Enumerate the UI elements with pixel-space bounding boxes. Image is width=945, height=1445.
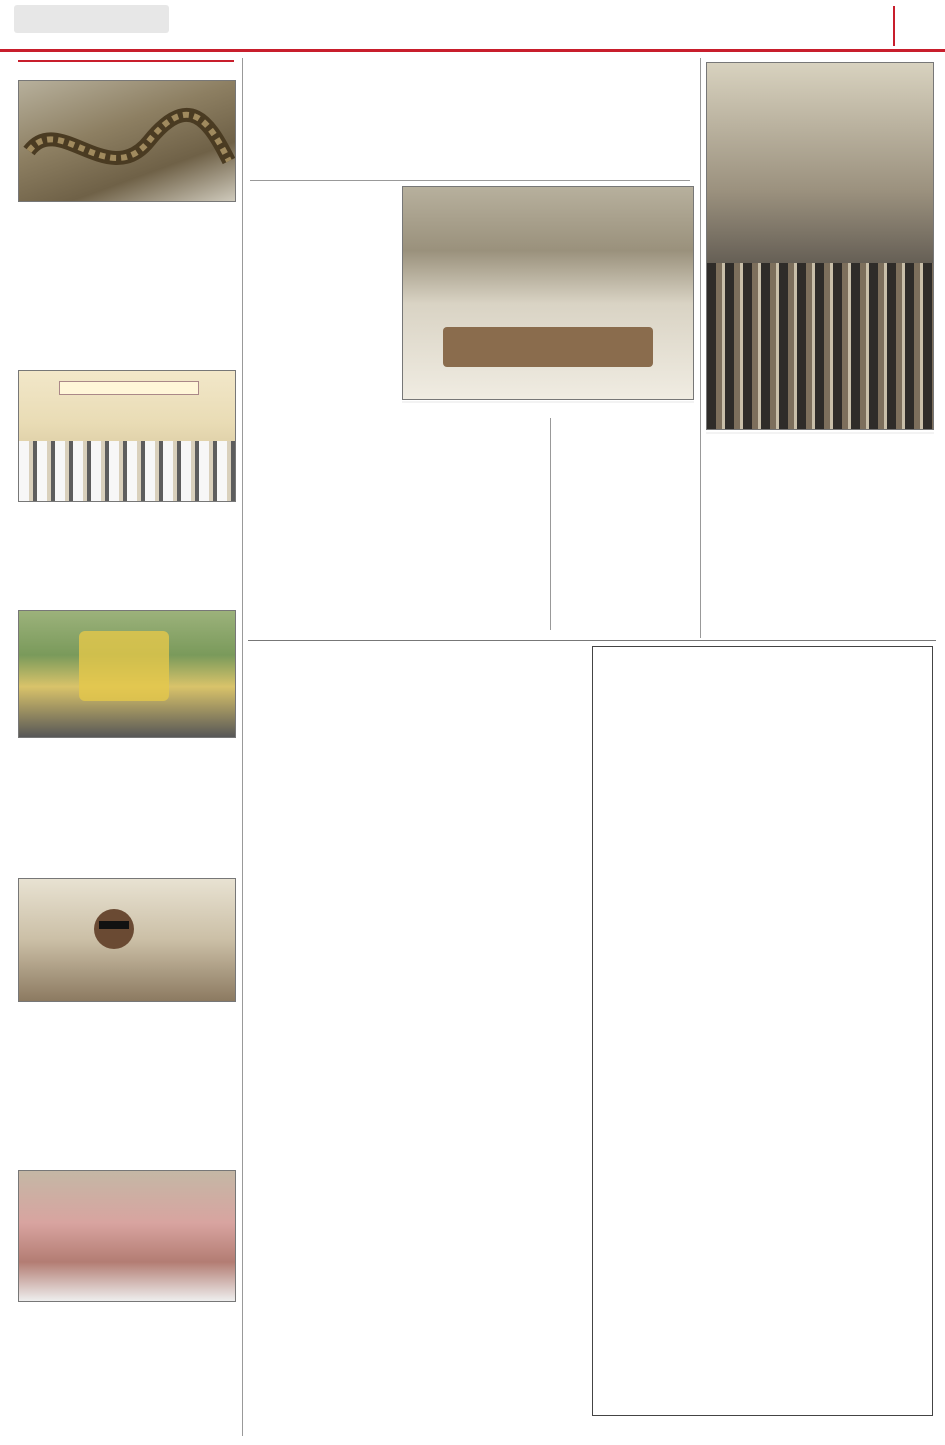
section-divider (248, 640, 936, 641)
community-hall-headline (18, 333, 236, 367)
road-byline (706, 520, 934, 530)
student-face-shape (94, 909, 134, 949)
crowd-shape (707, 263, 934, 430)
demand-notice (592, 646, 933, 1416)
python-body (18, 224, 236, 330)
column-rule (550, 418, 551, 630)
community-hall-body (18, 505, 236, 569)
python-illustration (19, 81, 236, 202)
hall-sign (59, 381, 199, 395)
side-story-2-headline (555, 418, 695, 452)
brand-logo (14, 5, 169, 33)
crowd-shape (19, 441, 236, 502)
music-evening-photo (18, 1170, 236, 1302)
lead-photo-caption (402, 401, 694, 403)
side-story-1-headline (404, 418, 546, 452)
bsf-photo (18, 610, 236, 738)
bsf-body (18, 741, 236, 854)
lead-rule (250, 180, 690, 181)
road-photo-caption (706, 432, 934, 434)
meeting-table-shape (443, 327, 653, 367)
sunglasses-shape (99, 921, 129, 929)
blind-student-photo (18, 878, 236, 1002)
masthead (0, 0, 945, 52)
lead-headline (250, 62, 695, 156)
community-hall-photo (18, 370, 236, 502)
page-number (893, 6, 939, 46)
lead-subhead (250, 162, 695, 178)
lead-body (250, 212, 396, 630)
road-headline (706, 457, 934, 505)
blind-student-body (18, 1005, 236, 1127)
lead-meeting-photo (402, 186, 694, 400)
jeep-shape (79, 631, 169, 701)
column-rule (700, 58, 701, 638)
road-jam-photo (706, 62, 934, 430)
music-evening-body (18, 1305, 236, 1435)
column-rule (242, 58, 243, 1436)
side-story-2-body (555, 458, 694, 630)
python-headline (18, 206, 236, 222)
bsf-headline (18, 572, 236, 606)
news-brief-tag (18, 60, 234, 78)
blind-student-headline (18, 857, 236, 874)
music-evening-headline (18, 1130, 236, 1166)
side-story-1-body (404, 458, 546, 630)
python-photo (18, 80, 236, 202)
